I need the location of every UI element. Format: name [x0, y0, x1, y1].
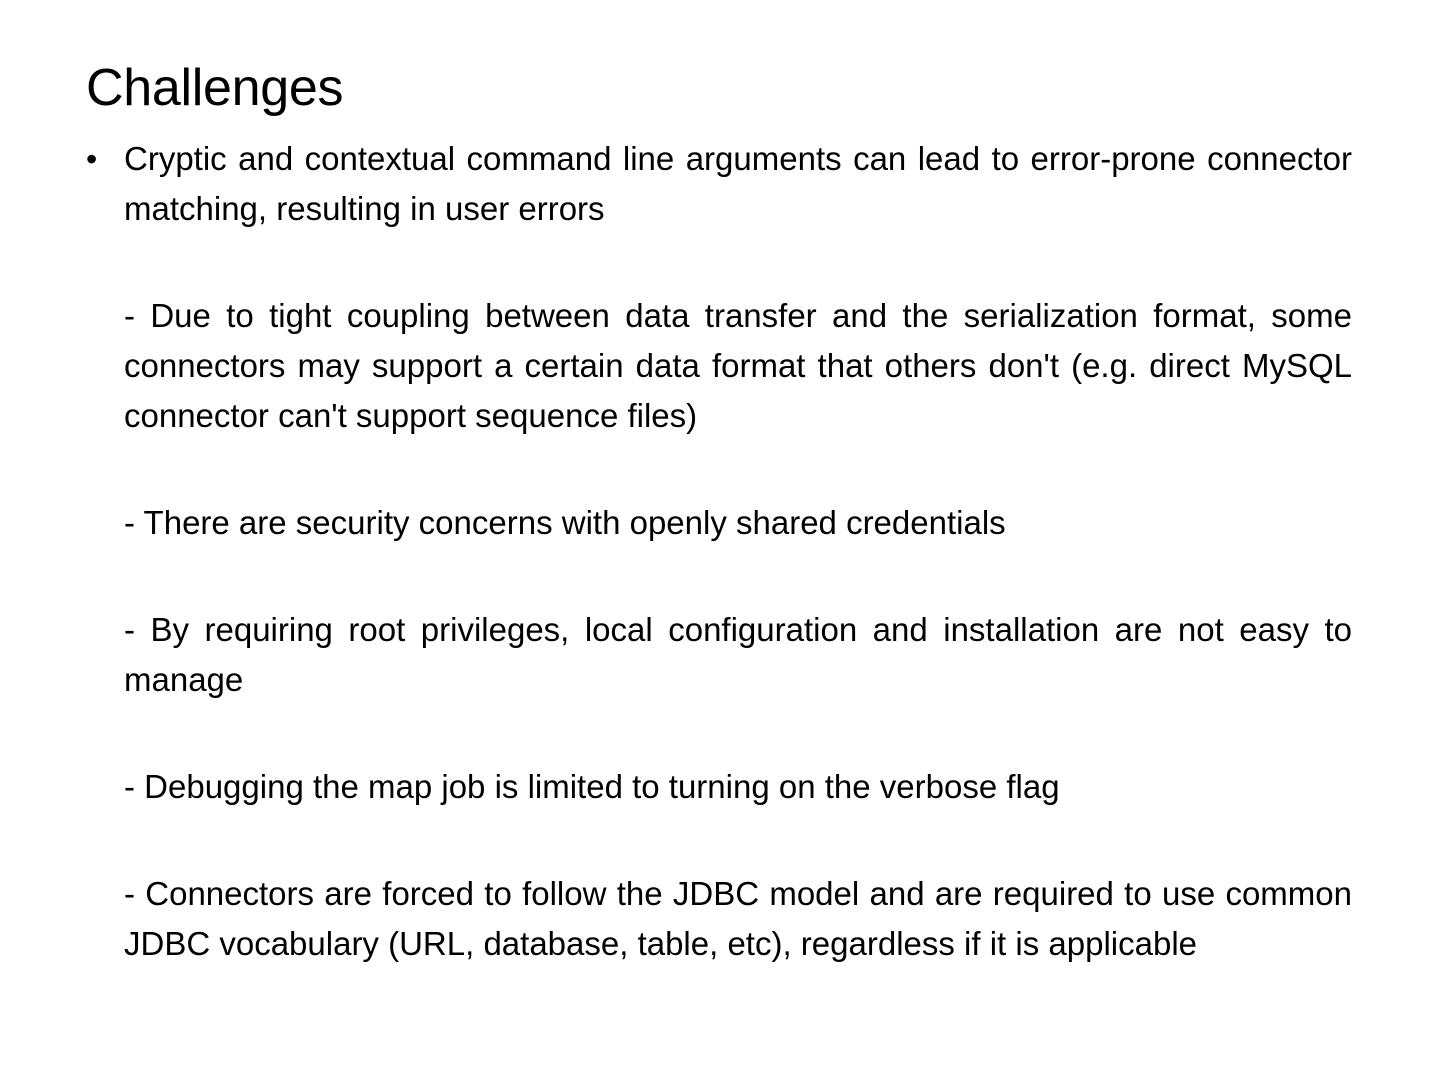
sub-point-5 — [86, 869, 1352, 969]
sub-point-4 — [86, 762, 1352, 812]
sub-point-text: - Due to tight coupling between data transfer and the serialization format, some connectors may support a certain data format that others don't (e.g. direct MySQL connector can't support sequence files) — [124, 297, 1352, 434]
bullet-item — [86, 134, 1352, 234]
sub-point-text: - Connectors are forced to follow the JDBC model and are required to use common JDBC vocabulary (URL, database, table, etc), regardless if it is applicable — [124, 875, 1352, 962]
sub-point-1 — [86, 291, 1352, 441]
sub-point-3 — [86, 605, 1352, 705]
slide-title: Challenges — [86, 59, 344, 117]
sub-point-text: - By requiring root privileges, local configuration and installation are not easy to manage — [124, 611, 1352, 698]
bullet-text: Cryptic and contextual command line arguments can lead to error-prone connector matching, resulting in user errors — [124, 140, 1352, 227]
sub-point-2 — [86, 498, 1352, 548]
bullet-list — [86, 134, 1352, 969]
sub-point-text: - There are security concerns with openly shared credentials — [124, 504, 1006, 541]
bullet-marker: • — [86, 141, 98, 177]
sub-point-text: - Debugging the map job is limited to turning on the verbose flag — [124, 768, 1060, 805]
